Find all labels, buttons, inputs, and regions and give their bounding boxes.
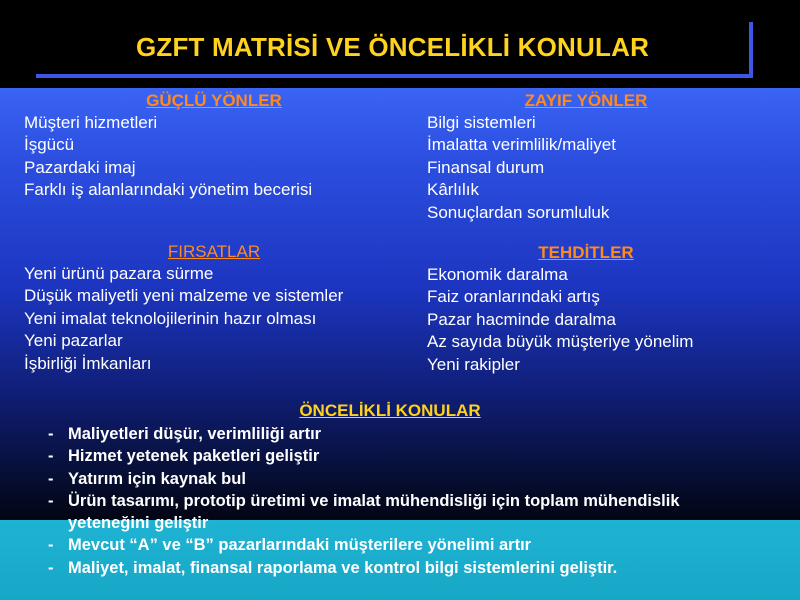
list-item: Yeni rakipler xyxy=(427,354,520,374)
priority-text: Hizmet yetenek paketleri geliştir xyxy=(68,447,320,466)
list-item: İşbirliği İmkanları xyxy=(24,353,152,373)
list-item: Sonuçlardan sorumluluk xyxy=(427,202,610,222)
slide-title: GZFT MATRİSİ VE ÖNCELİKLİ KONULAR xyxy=(135,32,650,62)
bullet-dash: - xyxy=(48,536,54,555)
list-item: Kârlılık xyxy=(427,180,479,200)
list-item: Yeni ürünü pazara sürme xyxy=(24,264,214,283)
threats-heading: TEHDİTLER xyxy=(538,243,634,262)
weaknesses-list xyxy=(427,112,616,224)
list-item: Az sayıda büyük müşteriye yönelim xyxy=(427,332,694,352)
list-item: Faiz oranlarındaki artış xyxy=(427,287,600,307)
priorities-list xyxy=(48,423,738,579)
list-item: Pazar hacminde daralma xyxy=(427,309,616,329)
opportunities-heading: FIRSATLAR xyxy=(167,242,261,261)
list-item xyxy=(48,423,738,445)
list-item: İmalatta verimlilik/maliyet xyxy=(427,135,616,155)
list-item: Pazardaki imaj xyxy=(24,157,136,177)
list-item xyxy=(48,468,738,490)
list-item: Yeni imalat teknolojilerinin hazır olması xyxy=(24,308,317,328)
list-item xyxy=(48,445,738,467)
list-item xyxy=(48,534,738,556)
list-item: Bilgi sistemleri xyxy=(427,113,536,132)
weaknesses-heading: ZAYIF YÖNLER xyxy=(524,91,648,110)
strengths-list xyxy=(24,112,312,202)
list-item: İşgücü xyxy=(24,135,75,155)
list-item: Yeni pazarlar xyxy=(24,331,123,351)
list-item xyxy=(48,557,738,579)
threats-list xyxy=(427,264,693,376)
list-item: Ekonomik daralma xyxy=(427,265,568,284)
priority-text: Yatırım için kaynak bul xyxy=(68,469,246,488)
priority-text: Ürün tasarımı, prototip üretimi ve imalat mühendisliği için toplam mühendislik yeteneğini geliştir xyxy=(68,491,680,533)
list-item: Düşük maliyetli yeni malzeme ve sistemler xyxy=(24,286,344,306)
priority-text: Mevcut “A” ve “B” pazarlarındaki müşterilere yönelimi artır xyxy=(68,536,532,555)
bullet-dash: - xyxy=(48,491,54,510)
priority-text: Maliyetleri düşür, verimliliği artır xyxy=(68,425,322,443)
list-item: Farklı iş alanlarındaki yönetim becerisi xyxy=(24,180,313,200)
list-item: Müşteri hizmetleri xyxy=(24,113,158,132)
opportunities-list xyxy=(24,263,343,375)
bullet-dash: - xyxy=(48,469,54,488)
list-item: Finansal durum xyxy=(427,157,545,177)
list-item xyxy=(48,490,738,535)
bullet-dash: - xyxy=(48,425,54,443)
strengths-heading: GÜÇLÜ YÖNLER xyxy=(146,91,282,110)
bullet-dash: - xyxy=(48,558,54,577)
bullet-dash: - xyxy=(48,447,54,466)
priority-text: Maliyet, imalat, finansal raporlama ve kontrol bilgi sistemlerini geliştir. xyxy=(68,558,618,577)
priorities-heading: ÖNCELİKLİ KONULAR xyxy=(299,401,481,420)
